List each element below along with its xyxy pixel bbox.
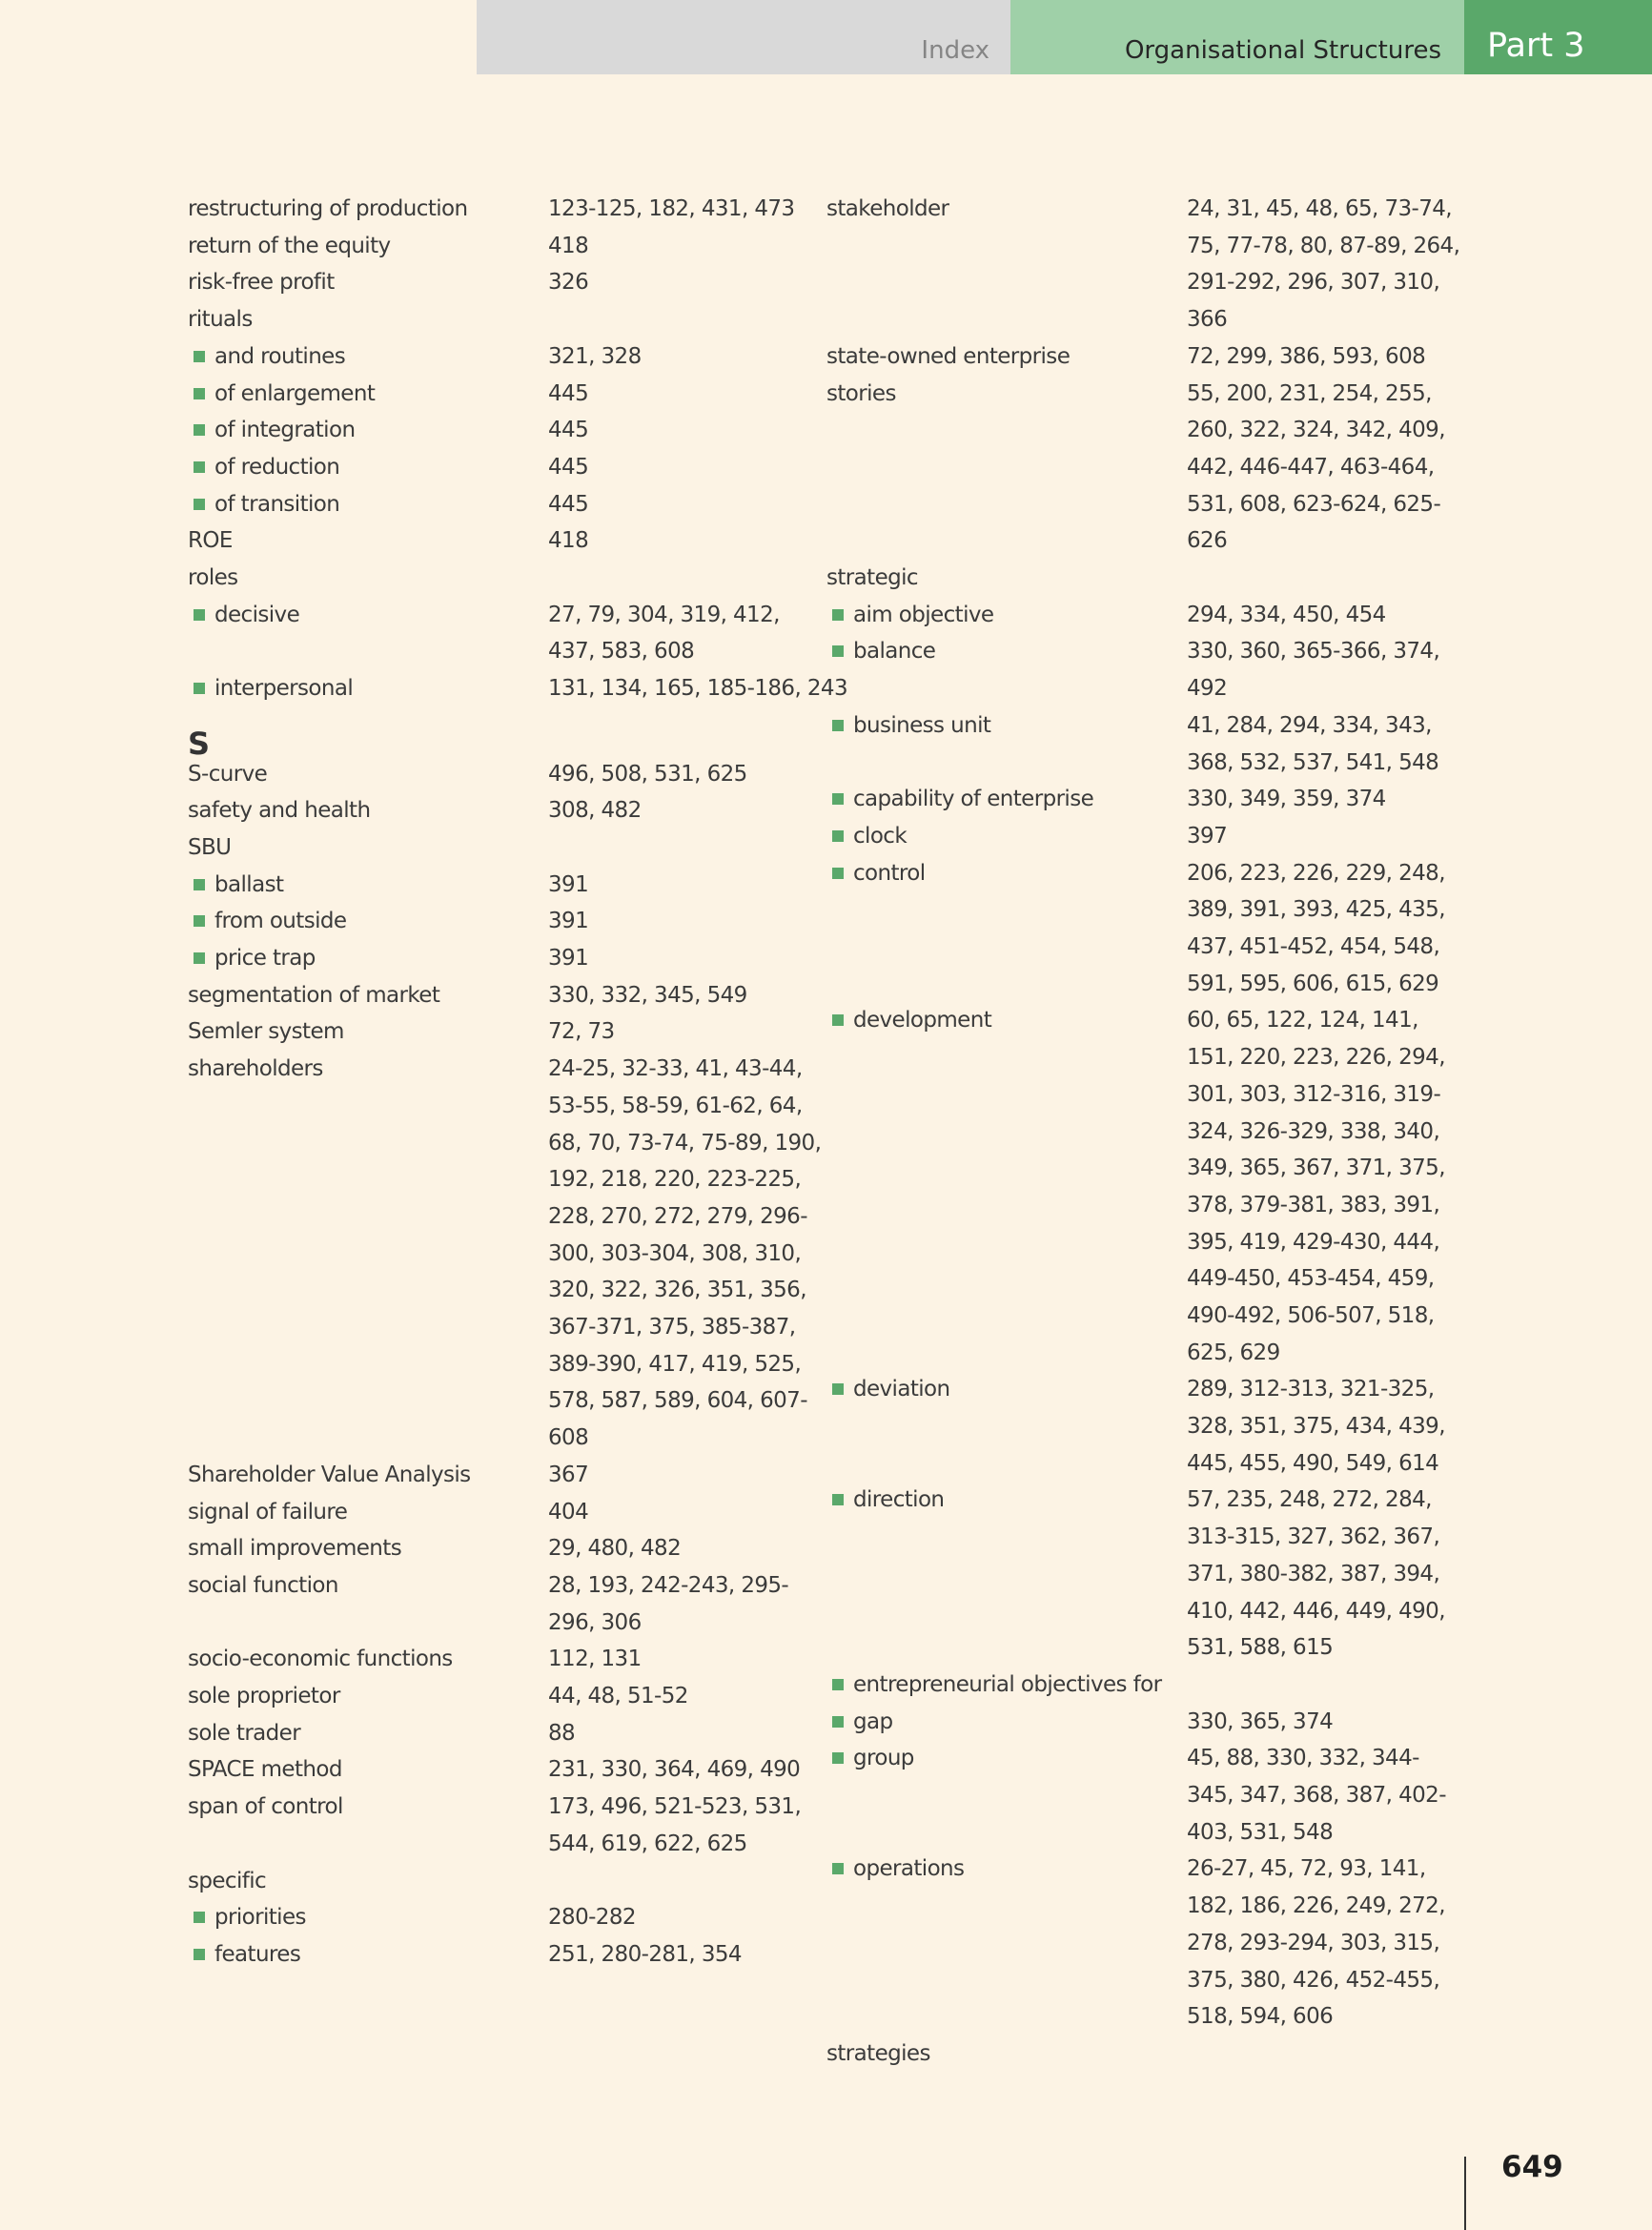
square-bullet-icon [194, 461, 205, 473]
index-page-refs: 330, 349, 359, 374 [1187, 787, 1386, 812]
square-bullet-icon [194, 952, 205, 964]
square-bullet-icon [194, 351, 205, 362]
index-entry [188, 977, 747, 1014]
index-entry [826, 560, 1161, 597]
index-page-refs: 294, 334, 450, 454 [1187, 602, 1386, 627]
index-column-right [826, 191, 1460, 2073]
index-entry [188, 1013, 615, 1051]
index-page-refs: 445 [548, 454, 589, 480]
index-term-text: span of control [188, 1794, 343, 1820]
index-entry [188, 301, 471, 338]
square-bullet-icon [194, 683, 205, 694]
index-term-text: S-curve [188, 761, 268, 787]
index-term-text: ballast [214, 871, 284, 897]
index-term-text: ROE [188, 528, 233, 554]
index-entry [826, 1482, 1445, 1667]
square-bullet-icon [832, 1383, 844, 1395]
index-subterm [188, 486, 471, 523]
index-entry [188, 1494, 589, 1531]
index-entry [188, 1678, 688, 1715]
index-subterm [826, 818, 1161, 855]
index-term-text: strategic [826, 565, 918, 590]
index-subterm [188, 449, 471, 486]
index-term-text: signal of failure [188, 1499, 348, 1524]
index-entry [826, 781, 1386, 818]
index-term [188, 1863, 471, 1900]
index-term-text: stakeholder [826, 196, 949, 221]
header-part-tab [1464, 0, 1652, 74]
index-page-refs: 391 [548, 871, 589, 897]
index-entry [188, 449, 589, 486]
index-term-text: from outside [214, 909, 347, 934]
index-term-text: of reduction [214, 454, 340, 480]
header-part-label: Part 3 [1487, 27, 1585, 65]
index-term-text: interpersonal [214, 676, 354, 702]
index-page-refs: 280-282 [548, 1905, 636, 1931]
square-bullet-icon [194, 609, 205, 621]
square-bullet-icon [832, 609, 844, 621]
index-term-text: group [853, 1746, 914, 1771]
index-subterm [188, 670, 471, 707]
index-term [188, 792, 471, 829]
index-term-text: balance [853, 639, 936, 665]
index-entry [826, 633, 1440, 706]
index-term-text: rituals [188, 307, 253, 333]
index-term [188, 1494, 471, 1531]
index-entry [826, 191, 1460, 338]
header-section-tab [1010, 0, 1464, 74]
index-entry [188, 191, 795, 228]
index-page-refs: 251, 280-281, 354 [548, 1941, 742, 1967]
index-page-refs: 391 [548, 946, 589, 972]
index-page-refs: 231, 330, 364, 469, 490 [548, 1757, 801, 1783]
index-term-text: social function [188, 1572, 338, 1598]
index-entry [188, 903, 589, 940]
index-term [188, 829, 471, 867]
index-entry [826, 855, 1445, 1003]
index-subterm [188, 597, 471, 634]
index-term-text: business unit [853, 712, 991, 738]
index-term [826, 338, 1161, 376]
index-page-refs: 445 [548, 380, 589, 406]
square-bullet-icon [832, 645, 844, 657]
index-term-text: Semler system [188, 1019, 344, 1045]
footer-divider [1464, 2157, 1466, 2230]
index-page-refs: 41, 284, 294, 334, 343, 368, 532, 537, 541, 548 [1187, 712, 1439, 775]
index-entry [826, 376, 1445, 561]
index-subterm [826, 597, 1161, 634]
index-term-text: price trap [214, 946, 316, 972]
index-page-refs: 418 [548, 233, 589, 258]
index-subterm [826, 1371, 1161, 1408]
index-entry [826, 1740, 1446, 1851]
index-entry [826, 597, 1386, 634]
index-term-text: capability of enterprise [853, 787, 1094, 812]
index-page-refs: 326 [548, 270, 589, 296]
index-term-text: socio-economic functions [188, 1647, 453, 1672]
index-entry [826, 2036, 1161, 2073]
index-term-text: of integration [214, 418, 356, 443]
index-page-refs: 24, 31, 45, 48, 65, 73-74, 75, 77-78, 80, 87-89, 264, 291-292, 296, 307, 310, 366 [1187, 196, 1460, 333]
index-page-refs: 72, 73 [548, 1019, 615, 1045]
index-subterm [826, 707, 1161, 745]
index-term [188, 1457, 471, 1494]
index-entry [188, 1789, 802, 1862]
index-page-refs: 173, 496, 521-523, 531, 544, 619, 622, 625 [548, 1794, 802, 1856]
index-term-text: return of the equity [188, 233, 391, 258]
index-term [188, 1789, 471, 1826]
index-subterm [826, 1740, 1161, 1777]
index-page-refs: 308, 482 [548, 798, 642, 824]
index-term-text: safety and health [188, 798, 371, 824]
index-page-refs: 57, 235, 248, 272, 284, 313-315, 327, 362, 367, 371, 380-382, 387, 394, 410, 442, 446, 449, 490, 531, 588, 615 [1187, 1487, 1445, 1661]
index-term [188, 1013, 471, 1051]
index-term-text: sole proprietor [188, 1684, 340, 1709]
index-entry [826, 818, 1228, 855]
index-term [188, 522, 471, 560]
index-entry [188, 756, 747, 793]
index-entry [188, 264, 589, 301]
index-term-text: small improvements [188, 1536, 402, 1562]
index-term-text: priorities [214, 1905, 306, 1931]
index-term [826, 560, 1161, 597]
index-subterm [826, 633, 1161, 670]
index-page-refs: 123-125, 182, 431, 473 [548, 196, 795, 221]
index-term [826, 376, 1161, 413]
index-entry [188, 560, 471, 597]
index-entry [188, 670, 847, 707]
index-page-refs: 27, 79, 304, 319, 412, 437, 583, 608 [548, 602, 780, 665]
header-section-label: Organisational Structures [1124, 36, 1441, 65]
square-bullet-icon [832, 830, 844, 842]
index-page-refs: 131, 134, 165, 185-186, 243 [548, 676, 847, 702]
index-subterm [826, 1704, 1161, 1741]
index-entry [188, 522, 589, 560]
index-term-text: control [853, 860, 926, 886]
header-index-tab [477, 0, 1010, 74]
index-entry [826, 707, 1439, 781]
index-page-refs: 29, 480, 482 [548, 1536, 682, 1562]
square-bullet-icon [194, 915, 205, 927]
index-term [188, 1641, 471, 1678]
index-term [188, 228, 471, 265]
index-page-refs: 28, 193, 242-243, 295- 296, 306 [548, 1572, 789, 1635]
index-entry [188, 1567, 789, 1641]
index-page-refs: 55, 200, 231, 254, 255, 260, 322, 324, 342, 409, 442, 446-447, 463-464, 531, 608, 623-624, 625- 626 [1187, 380, 1445, 554]
index-page-refs: 60, 65, 122, 124, 141, 151, 220, 223, 226, 294, 301, 303, 312-316, 319- 324, 326-329, 338, 340, 349, 365, 367, 371, 375, 378, 379-381, 383, 391, 395, 419, 429-430, 444, 449-450, 453-454, 459, 490-492, 506-507, 518, 625, 629 [1187, 1008, 1445, 1365]
square-bullet-icon [832, 793, 844, 805]
index-subterm [826, 1002, 1161, 1039]
index-subterm [188, 412, 471, 449]
index-page-refs: 24-25, 32-33, 41, 43-44, 53-55, 58-59, 61-62, 64, 68, 70, 73-74, 75-89, 190, 192, 218, 220, 223-225, 228, 270, 272, 279, 296- 300, 303-304, 308, 310, 320, 322, 326, 351, 356, 367-371, 375, 385-387, 389-390, 417, 419, 525, 578, 587, 589, 604, 607- 608 [548, 1056, 822, 1451]
index-entry [826, 1002, 1445, 1371]
index-page-refs: 391 [548, 909, 589, 934]
index-term-text: decisive [214, 602, 300, 627]
index-subterm [826, 855, 1161, 892]
index-entry [826, 338, 1426, 376]
index-term-text: aim objective [853, 602, 994, 627]
square-bullet-icon [194, 1949, 205, 1960]
header-index-label: Index [921, 36, 989, 65]
index-entry [188, 1715, 576, 1752]
square-bullet-icon [194, 1912, 205, 1923]
index-page-refs: 496, 508, 531, 625 [548, 761, 747, 787]
index-page-refs: 26-27, 45, 72, 93, 141, 182, 186, 226, 249, 272, 278, 293-294, 303, 315, 375, 380, 426, 452-455, 518, 594, 606 [1187, 1856, 1445, 2030]
index-entry [826, 1371, 1445, 1482]
index-entry [188, 829, 471, 867]
square-bullet-icon [832, 1716, 844, 1728]
square-bullet-icon [832, 1679, 844, 1690]
index-entry [188, 1457, 589, 1494]
index-term-text: risk-free profit [188, 270, 335, 296]
index-term-text: clock [853, 823, 908, 849]
index-page-refs: 88 [548, 1720, 576, 1746]
index-term-text: segmentation of market [188, 982, 440, 1008]
index-entry [188, 867, 589, 904]
index-term [188, 1567, 471, 1605]
square-bullet-icon [832, 1494, 844, 1505]
index-page-refs: 44, 48, 51-52 [548, 1684, 688, 1709]
square-bullet-icon [832, 720, 844, 731]
index-term [188, 301, 471, 338]
index-term-text: state-owned enterprise [826, 343, 1071, 369]
index-entry [826, 1851, 1445, 2036]
index-term [188, 1715, 471, 1752]
index-subterm [826, 781, 1161, 818]
index-term [826, 2036, 1161, 2073]
index-term-text: SBU [188, 834, 232, 860]
index-term-text: of transition [214, 491, 340, 517]
index-entry [826, 1667, 1161, 1704]
index-entry [188, 1641, 642, 1678]
index-term-text: operations [853, 1856, 965, 1882]
index-subterm [188, 1936, 471, 1974]
index-term-text: of enlargement [214, 380, 376, 406]
index-term [188, 1530, 471, 1567]
index-term [188, 756, 471, 793]
index-page-refs: 330, 365, 374 [1187, 1708, 1334, 1734]
index-term-text: deviation [853, 1377, 950, 1402]
index-subterm [188, 376, 471, 413]
index-term-text: Shareholder Value Analysis [188, 1462, 471, 1487]
square-bullet-icon [194, 388, 205, 399]
index-subterm [826, 1851, 1161, 1888]
index-term-text: restructuring of production [188, 196, 468, 221]
index-term [188, 977, 471, 1014]
index-entry [188, 1530, 682, 1567]
index-entry [188, 376, 589, 413]
index-subterm [826, 1482, 1161, 1519]
square-bullet-icon [832, 1752, 844, 1764]
index-term-text: shareholders [188, 1056, 323, 1082]
index-subterm [188, 903, 471, 940]
square-bullet-icon [832, 868, 844, 879]
index-term-text: entrepreneurial objectives for [853, 1671, 1162, 1697]
index-entry [188, 1899, 636, 1936]
page-number: 649 [1501, 2150, 1563, 2184]
index-term [188, 560, 471, 597]
index-entry [188, 792, 642, 829]
index-subterm [188, 338, 471, 376]
index-page-refs: 330, 360, 365-366, 374, 492 [1187, 639, 1440, 702]
index-page-refs: 367 [548, 1462, 589, 1487]
index-page-refs: 206, 223, 226, 229, 248, 389, 391, 393, 425, 435, 437, 451-452, 454, 548, 591, 595, 606, 615, 629 [1187, 860, 1445, 996]
index-term [188, 264, 471, 301]
index-term-text: strategies [826, 2040, 930, 2066]
index-entry [188, 1051, 822, 1457]
index-subterm [188, 940, 471, 977]
index-entry [188, 1751, 801, 1789]
section-letter: S [188, 725, 211, 762]
index-entry [188, 1936, 742, 1974]
index-term [188, 1051, 471, 1088]
index-page-refs: 445 [548, 418, 589, 443]
square-bullet-icon [194, 879, 205, 890]
index-term [826, 191, 1161, 228]
index-page-refs: 404 [548, 1499, 589, 1524]
index-entry [188, 940, 589, 977]
index-page-refs: 321, 328 [548, 343, 642, 369]
square-bullet-icon [194, 424, 205, 436]
index-subterm [188, 1899, 471, 1936]
index-page-refs: 445 [548, 491, 589, 517]
index-page-refs: 45, 88, 330, 332, 344- 345, 347, 368, 387, 402- 403, 531, 548 [1187, 1746, 1446, 1845]
index-entry [188, 228, 589, 265]
index-page-refs: 72, 299, 386, 593, 608 [1187, 343, 1426, 369]
index-term [188, 1678, 471, 1715]
index-page-refs: 330, 332, 345, 549 [548, 982, 747, 1008]
index-column-left [188, 191, 847, 1974]
index-entry [188, 597, 780, 670]
square-bullet-icon [832, 1863, 844, 1874]
index-term-text: and routines [214, 343, 346, 369]
index-term-text: features [214, 1941, 301, 1967]
index-term-text: stories [826, 380, 896, 406]
index-term [188, 1751, 471, 1789]
index-term-text: direction [853, 1487, 945, 1513]
index-entry [826, 1704, 1334, 1741]
index-entry [188, 412, 589, 449]
index-page-refs: 418 [548, 528, 589, 554]
square-bullet-icon [194, 499, 205, 510]
index-subterm [188, 867, 471, 904]
index-term-text: specific [188, 1868, 267, 1893]
index-entry [188, 338, 642, 376]
index-page-refs: 397 [1187, 823, 1228, 849]
index-term-text: sole trader [188, 1720, 301, 1746]
index-term-text: development [853, 1008, 992, 1033]
index-subterm [826, 1667, 1161, 1704]
index-term-text: SPACE method [188, 1757, 342, 1783]
index-entry [188, 486, 589, 523]
index-term [188, 191, 471, 228]
index-term-text: roles [188, 565, 238, 591]
index-term-text: gap [853, 1708, 893, 1734]
index-page-refs: 112, 131 [548, 1647, 642, 1672]
index-entry [188, 1863, 471, 1900]
square-bullet-icon [832, 1014, 844, 1026]
index-page-refs: 289, 312-313, 321-325, 328, 351, 375, 434, 439, 445, 455, 490, 549, 614 [1187, 1377, 1445, 1476]
